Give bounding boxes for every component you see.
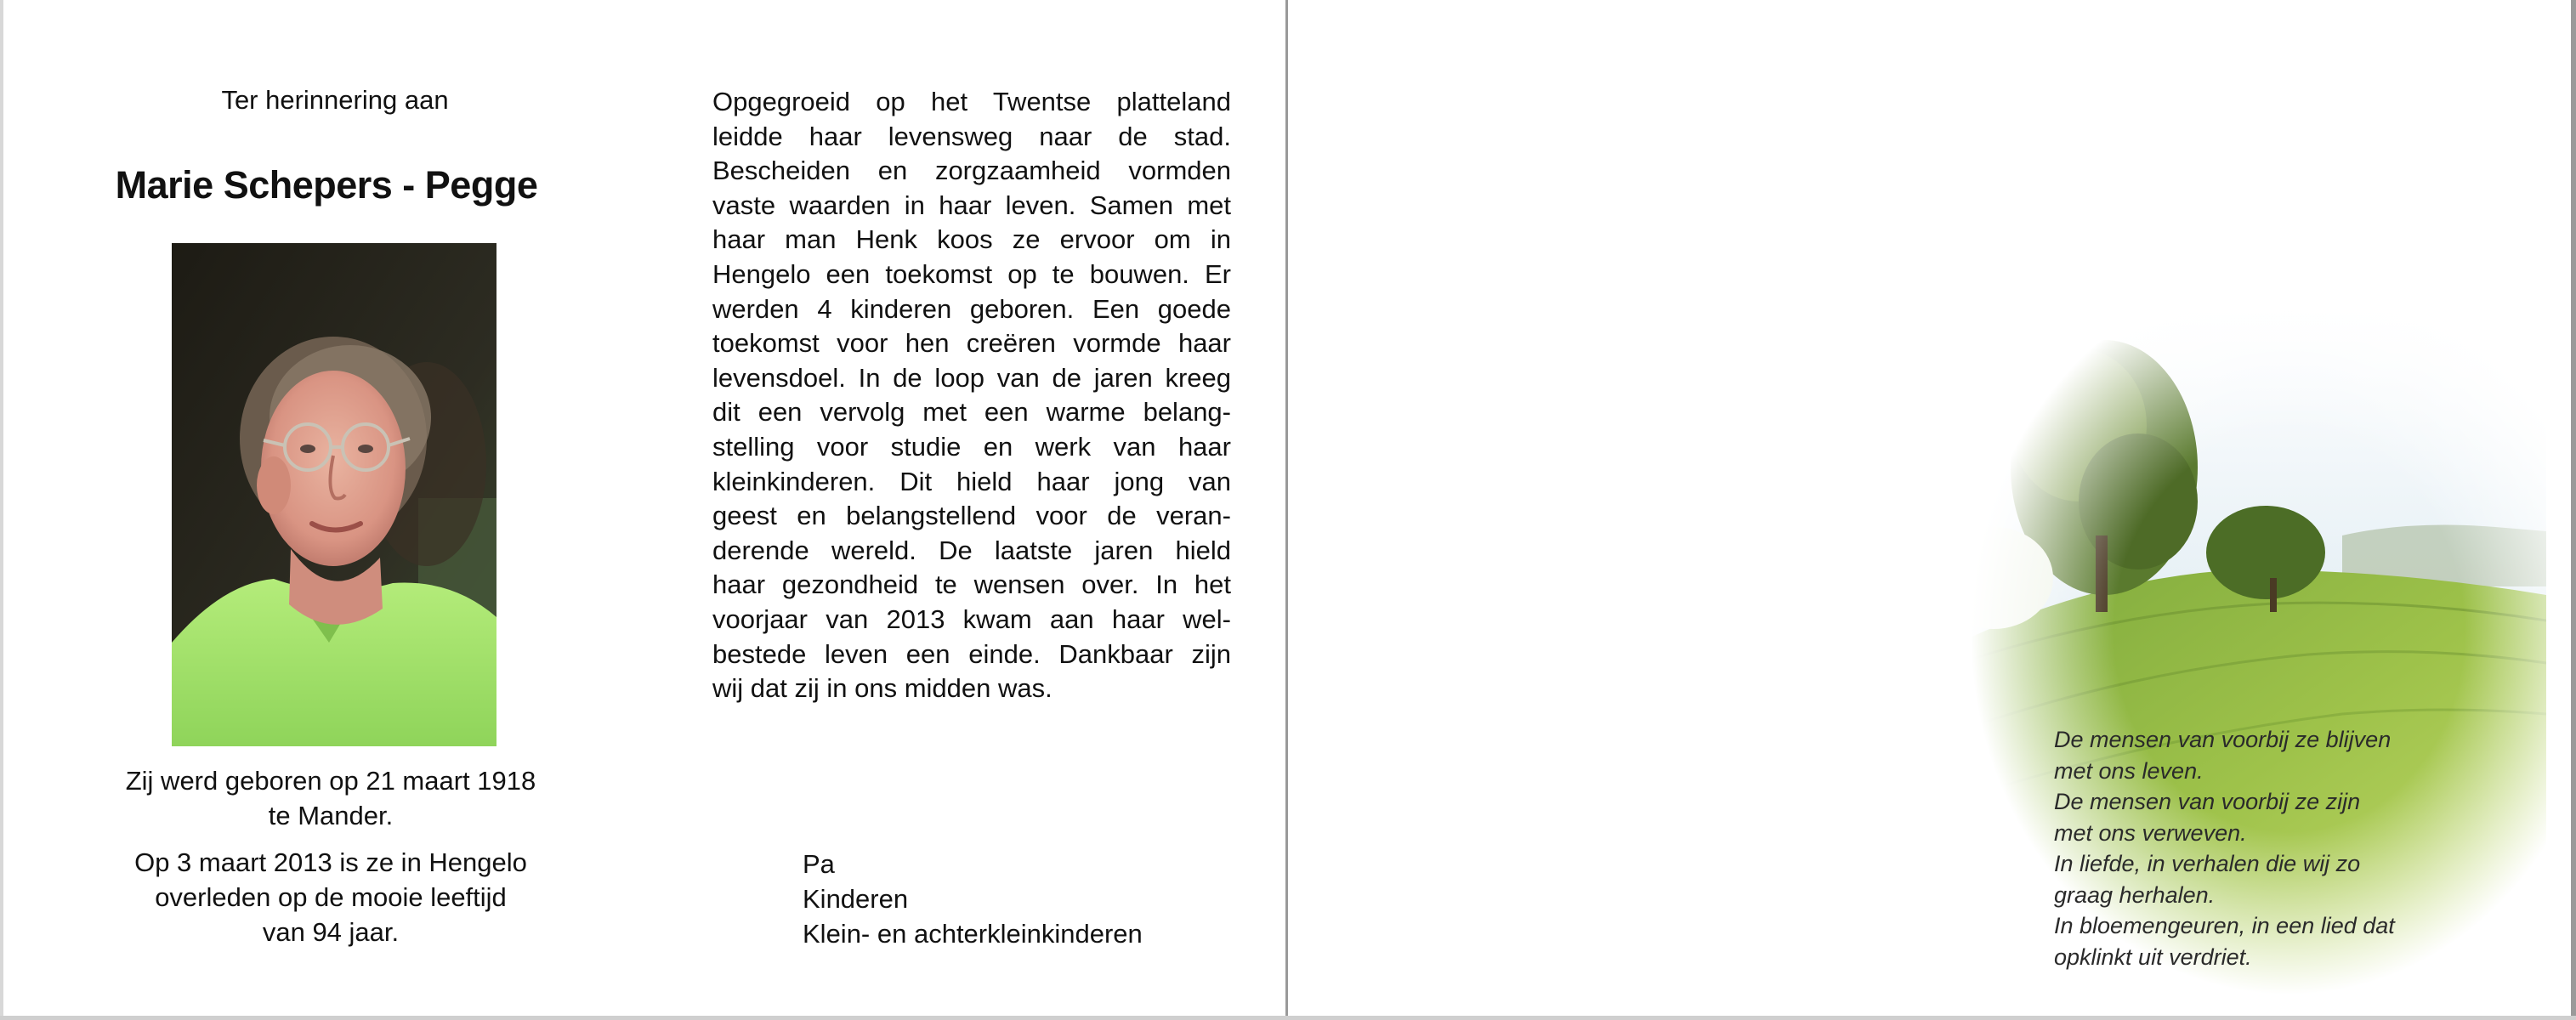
birth-info: [88, 763, 573, 833]
bio-line: wij dat zij in ons midden was.: [712, 673, 1053, 704]
bio-line: Hengelo een toekomst op te bouwen. Er: [712, 258, 1231, 289]
deceased-name: Marie Schepers - Pegge: [115, 163, 538, 207]
bio-line: voorjaar van 2013 kwam aan haar wel-: [712, 604, 1231, 634]
poem-line: In bloemengeuren, in een lied dat: [2054, 913, 2395, 938]
birth-line: te Mander.: [268, 801, 394, 830]
portrait-photo: [172, 243, 496, 746]
family-line: Klein- en achterkleinkinderen: [803, 919, 1143, 949]
poem-line: opklinkt uit verdriet.: [2054, 944, 2252, 970]
death-info: [88, 845, 573, 949]
bio-line: dit een vervolg met een warme belang-: [712, 397, 1231, 428]
death-line: van 94 jaar.: [262, 917, 400, 947]
bio-line: Bescheiden en zorgzaamheid vormden: [712, 156, 1231, 186]
poem-line: De mensen van voorbij ze blijven: [2054, 727, 2392, 752]
family-line: Pa: [803, 849, 835, 879]
scan-edge: [0, 1016, 2576, 1020]
biography-text: [712, 85, 1231, 706]
intro-text: Ter herinnering aan: [221, 85, 449, 115]
left-card: [0, 0, 1288, 1017]
bio-line: bestede leven een einde. Dankbaar zijn: [712, 638, 1231, 669]
poem-line: met ons verweven.: [2054, 819, 2247, 846]
family-signature: [803, 847, 1143, 951]
poem-line: met ons leven.: [2054, 757, 2204, 784]
bio-line: levensdoel. In de loop van de jaren kreeg: [712, 362, 1231, 393]
portrait-illustration: [172, 243, 496, 746]
poem-line: graag herhalen.: [2054, 881, 2216, 908]
death-line: overleden op de mooie leeftijd: [155, 882, 507, 912]
bio-line: werden 4 kinderen geboren. Een goede: [712, 293, 1231, 324]
bio-line: geest en belangstellend voor de veran-: [712, 501, 1231, 531]
poem-line: In liefde, in verhalen die wij zo: [2054, 851, 2361, 876]
bio-line: toekomst voor hen creëren vormde haar: [712, 328, 1231, 359]
bio-line: leidde haar levensweg naar de stad.: [712, 121, 1231, 151]
birth-line: Zij werd geboren op 21 maart 1918: [125, 766, 536, 796]
bio-line: vaste waarden in haar leven. Samen met: [712, 190, 1231, 220]
bio-line: haar man Henk koos ze ervoor om in: [712, 224, 1231, 255]
right-card: [1291, 0, 2576, 1017]
bio-line: Opgegroeid op het Twentse platteland: [712, 87, 1231, 116]
poem-text: [2054, 724, 2395, 972]
bio-line: kleinkinderen. Dit hield haar jong van: [712, 466, 1231, 496]
bio-line: stelling voor studie en werk van haar: [712, 431, 1231, 462]
bio-line: haar gezondheid te wensen over. In het: [712, 570, 1231, 600]
bio-line: derende wereld. De laatste jaren hield: [712, 535, 1231, 565]
family-line: Kinderen: [803, 884, 909, 914]
poem-line: De mensen van voorbij ze zijn: [2054, 789, 2361, 814]
death-line: Op 3 maart 2013 is ze in Hengelo: [134, 847, 527, 877]
